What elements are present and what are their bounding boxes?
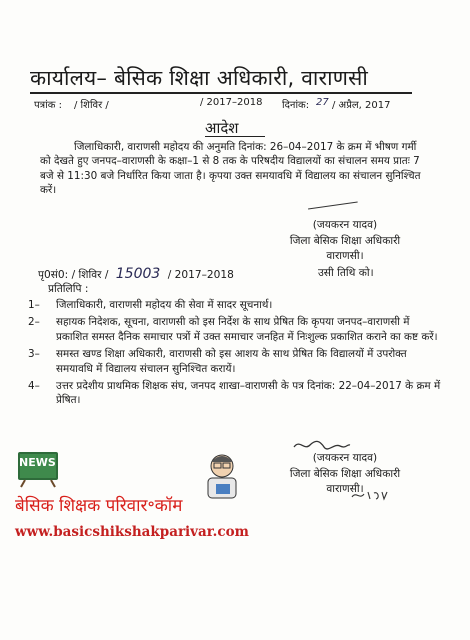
signature-scribble bbox=[308, 202, 358, 212]
list-item-number: 4– bbox=[28, 380, 40, 393]
signatory-designation: जिला बेसिक शिक्षा अधिकारी bbox=[289, 467, 401, 480]
handwritten-date-scribble bbox=[350, 488, 390, 502]
list-item-text: जिलाधिकारी, वाराणसी महोदय की सेवा में सादर सूचनार्थ। bbox=[56, 299, 273, 311]
date-label: दिनांक: bbox=[282, 100, 310, 111]
patrank-label: पत्रांक : bbox=[34, 100, 63, 111]
patrank-value: / शिविर / bbox=[74, 100, 109, 111]
signatory-designation: जिला बेसिक शिक्षा अधिकारी bbox=[289, 234, 401, 247]
news-badge-text: NEWS bbox=[19, 456, 56, 469]
date-handwritten-mark: 27 bbox=[316, 97, 329, 108]
copy-label: प्रतिलिपि : bbox=[48, 283, 89, 295]
order-body bbox=[40, 140, 430, 197]
reference-line bbox=[38, 266, 234, 282]
order-underline bbox=[205, 136, 265, 137]
list-item-text: उत्तर प्रदेशीय प्राथमिक शिक्षक संघ, जनपद शाखा–वाराणसी के पत्र दिनांक: 22–04–2017 के क्रम में प्रेषित। bbox=[56, 380, 441, 407]
list-item-number: 2– bbox=[28, 316, 40, 329]
order-heading: आदेश bbox=[205, 119, 239, 137]
handwritten-date bbox=[350, 488, 390, 505]
signatory-name: (जयकरन यादव) bbox=[312, 219, 378, 231]
list-item bbox=[28, 347, 443, 376]
list-item-number: 3– bbox=[28, 348, 40, 361]
letter-year: / 2017–2018 bbox=[200, 97, 263, 108]
signatory-name: (जयकरन यादव) bbox=[312, 452, 378, 464]
website-watermark: www.basicshikshakparivar.com bbox=[15, 524, 249, 540]
office-title: कार्यालय– बेसिक शिक्षा अधिकारी, वाराणसी bbox=[30, 66, 369, 90]
list-item bbox=[28, 298, 443, 312]
signature-block-1 bbox=[255, 218, 435, 265]
signatory-place: वाराणसी। bbox=[326, 483, 364, 495]
title-underline bbox=[30, 92, 412, 94]
list-item bbox=[28, 379, 443, 408]
copy-list bbox=[28, 298, 443, 411]
signatory-place: वाराणसी। bbox=[326, 250, 364, 262]
reference-tail: उसी तिथि को। bbox=[318, 267, 374, 279]
reference-number: 15003 bbox=[115, 266, 161, 282]
teacher-cartoon-icon bbox=[196, 450, 248, 502]
reference-prefix: पृ0सं0: / शिविर / bbox=[38, 269, 109, 281]
teacher-illustration bbox=[196, 450, 248, 502]
reference-suffix: / 2017–2018 bbox=[167, 269, 234, 281]
list-item-number: 1– bbox=[28, 299, 40, 311]
list-item bbox=[28, 315, 443, 344]
order-text: जिलाधिकारी, वाराणसी महोदय की अनुमति दिनांक: 26–04–2017 के क्रम में भीषण गर्मी को देखते हुए जनपद–वाराणसी के कक्षा–1 से 8 तक के परिषदीय विद्यालयों का संचालन समय प्रातः 7 बजे से 11:30 बजे निर्धारित किया जाता है। कृपया उक्त समयावधि में विद्यालय का संचालन सुनिश्चित करें। bbox=[40, 141, 421, 196]
brand-watermark: बेसिक शिक्षक परिवार॰कॉम bbox=[15, 496, 183, 516]
list-item-text: सहायक निदेशक, सूचना, वाराणसी को इस निर्देश के साथ प्रेषित कि कृपया जनपद–वाराणसी में प्रकाशित समस्त दैनिक समाचार पत्रों में उक्त समाचार जनहित में निःशुल्क प्रकाशित कराने का कष्ट करें। bbox=[56, 316, 438, 343]
signature-block-2 bbox=[250, 451, 440, 498]
list-item-text: समस्त खण्ड शिक्षा अधिकारी, वाराणसी को इस आशय के साथ प्रेषित कि विद्यालयों में उपरोक्त समयावधि में विद्यालय संचालन सुनिश्चित करायें। bbox=[56, 348, 407, 375]
date-value: / अप्रैल, 2017 bbox=[332, 100, 391, 111]
